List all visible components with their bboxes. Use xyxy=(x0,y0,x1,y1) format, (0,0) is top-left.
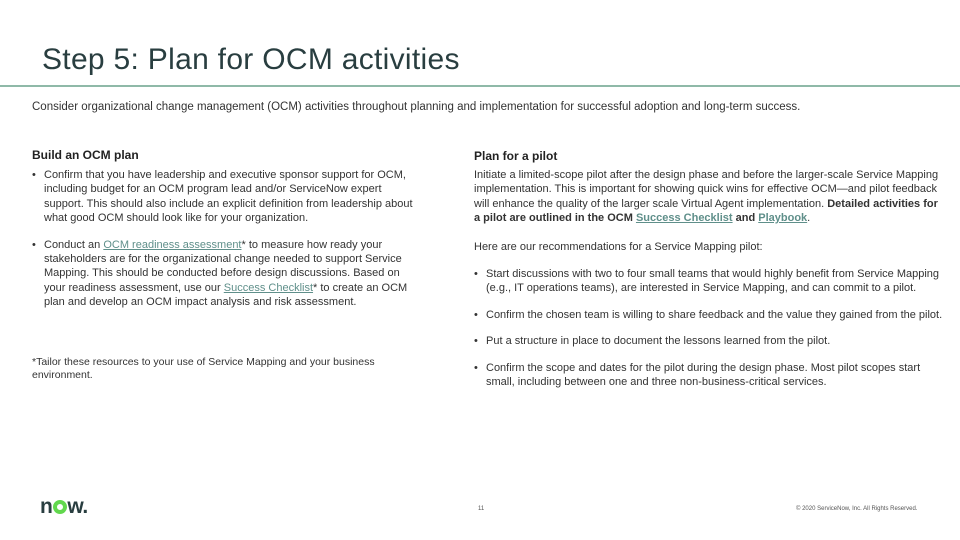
and-text: and xyxy=(732,212,759,225)
ocm-readiness-assessment-link[interactable]: OCM readiness assessment xyxy=(103,238,242,251)
list-item xyxy=(474,334,944,348)
list-item xyxy=(32,238,417,310)
title-bar xyxy=(0,0,960,87)
bullet-text-pre: Conduct an xyxy=(44,238,104,251)
left-heading: Build an OCM plan xyxy=(32,148,139,162)
page-subtitle: Consider organizational change management (OCM) activities throughout planning and implementation for successful adoption and long-term success. xyxy=(32,101,801,113)
logo-w: w xyxy=(67,495,83,518)
bullet-dot: • xyxy=(474,308,478,321)
bullet-text: Start discussions with two to four small teams that would highly benefit from Service Mapping (e.g., IT operations teams), are interested in Service Mapping, and can commit to a pilot. xyxy=(486,268,940,295)
logo-o-icon xyxy=(53,500,67,514)
copyright: © 2020 ServiceNow, Inc. All Rights Reserved. xyxy=(796,506,918,512)
list-item xyxy=(32,168,417,226)
logo-dot: . xyxy=(82,495,88,518)
recommend-text: Here are our recommendations for a Service Mapping pilot: xyxy=(474,240,763,253)
pilot-text: Initiate a limited-scope pilot after the design phase and before the larger-scale Service Mapping implementation. This is important for showing quick wins for effective OCM—and pilot feedback will enhance the quality of the larger scale Virtual Agent implementation. xyxy=(474,169,939,210)
success-checklist-link-right[interactable]: Success Checklist xyxy=(635,212,733,225)
left-bullet-list xyxy=(32,168,417,310)
period-text: . xyxy=(807,212,811,225)
right-column xyxy=(474,168,944,401)
bullet-dot: • xyxy=(474,361,478,374)
bullet-dot: • xyxy=(32,238,36,251)
list-item xyxy=(474,361,944,390)
bullet-text-mid: * to measure how ready your stakeholders are for the organizational change needed to support Service Mapping. This should be conducted before design discussions. Based on your readiness assessment, use our xyxy=(44,238,402,294)
bullet-text: Confirm the scope and dates for the pilot during the design phase. Most pilot scopes start small, including between one and three non-business-critical services. xyxy=(486,361,921,389)
page-number: 11 xyxy=(478,506,485,512)
right-heading: Plan for a pilot xyxy=(474,149,558,163)
bullet-text-post: * to create an OCM plan and develop an OCM impact analysis and risk assessment. xyxy=(44,281,408,309)
pilot-bold-text: Detailed activities for a pilot are outlined in the OCM xyxy=(474,197,938,225)
bullet-dot: • xyxy=(474,335,478,348)
servicenow-logo xyxy=(40,495,88,519)
page-title: Step 5: Plan for OCM activities xyxy=(42,43,460,76)
playbook-link[interactable]: Playbook xyxy=(758,212,808,225)
success-checklist-link[interactable]: Success Checklist xyxy=(223,281,314,294)
bullet-dot: • xyxy=(474,268,478,281)
bullet-text: Confirm the chosen team is willing to share feedback and the value they gained from the pilot. xyxy=(486,308,943,321)
bullet-text: Put a structure in place to document the lessons learned from the pilot. xyxy=(486,335,831,348)
logo-n: n xyxy=(40,495,53,518)
pilot-paragraph xyxy=(474,168,944,226)
bullet-dot: • xyxy=(32,169,36,181)
bullet-text: Confirm that you have leadership and executive sponsor support for OCM, including budget for an OCM program lead and/or ServiceNow expert support. This should also include an explicit definition from leadership about what good OCM should look like for your organization. xyxy=(44,169,413,225)
footnote: *Tailor these resources to your use of Service Mapping and your business environment. xyxy=(32,356,375,381)
list-item xyxy=(474,267,944,296)
left-column xyxy=(32,168,417,322)
right-bullet-list xyxy=(474,267,944,389)
list-item xyxy=(474,308,944,322)
